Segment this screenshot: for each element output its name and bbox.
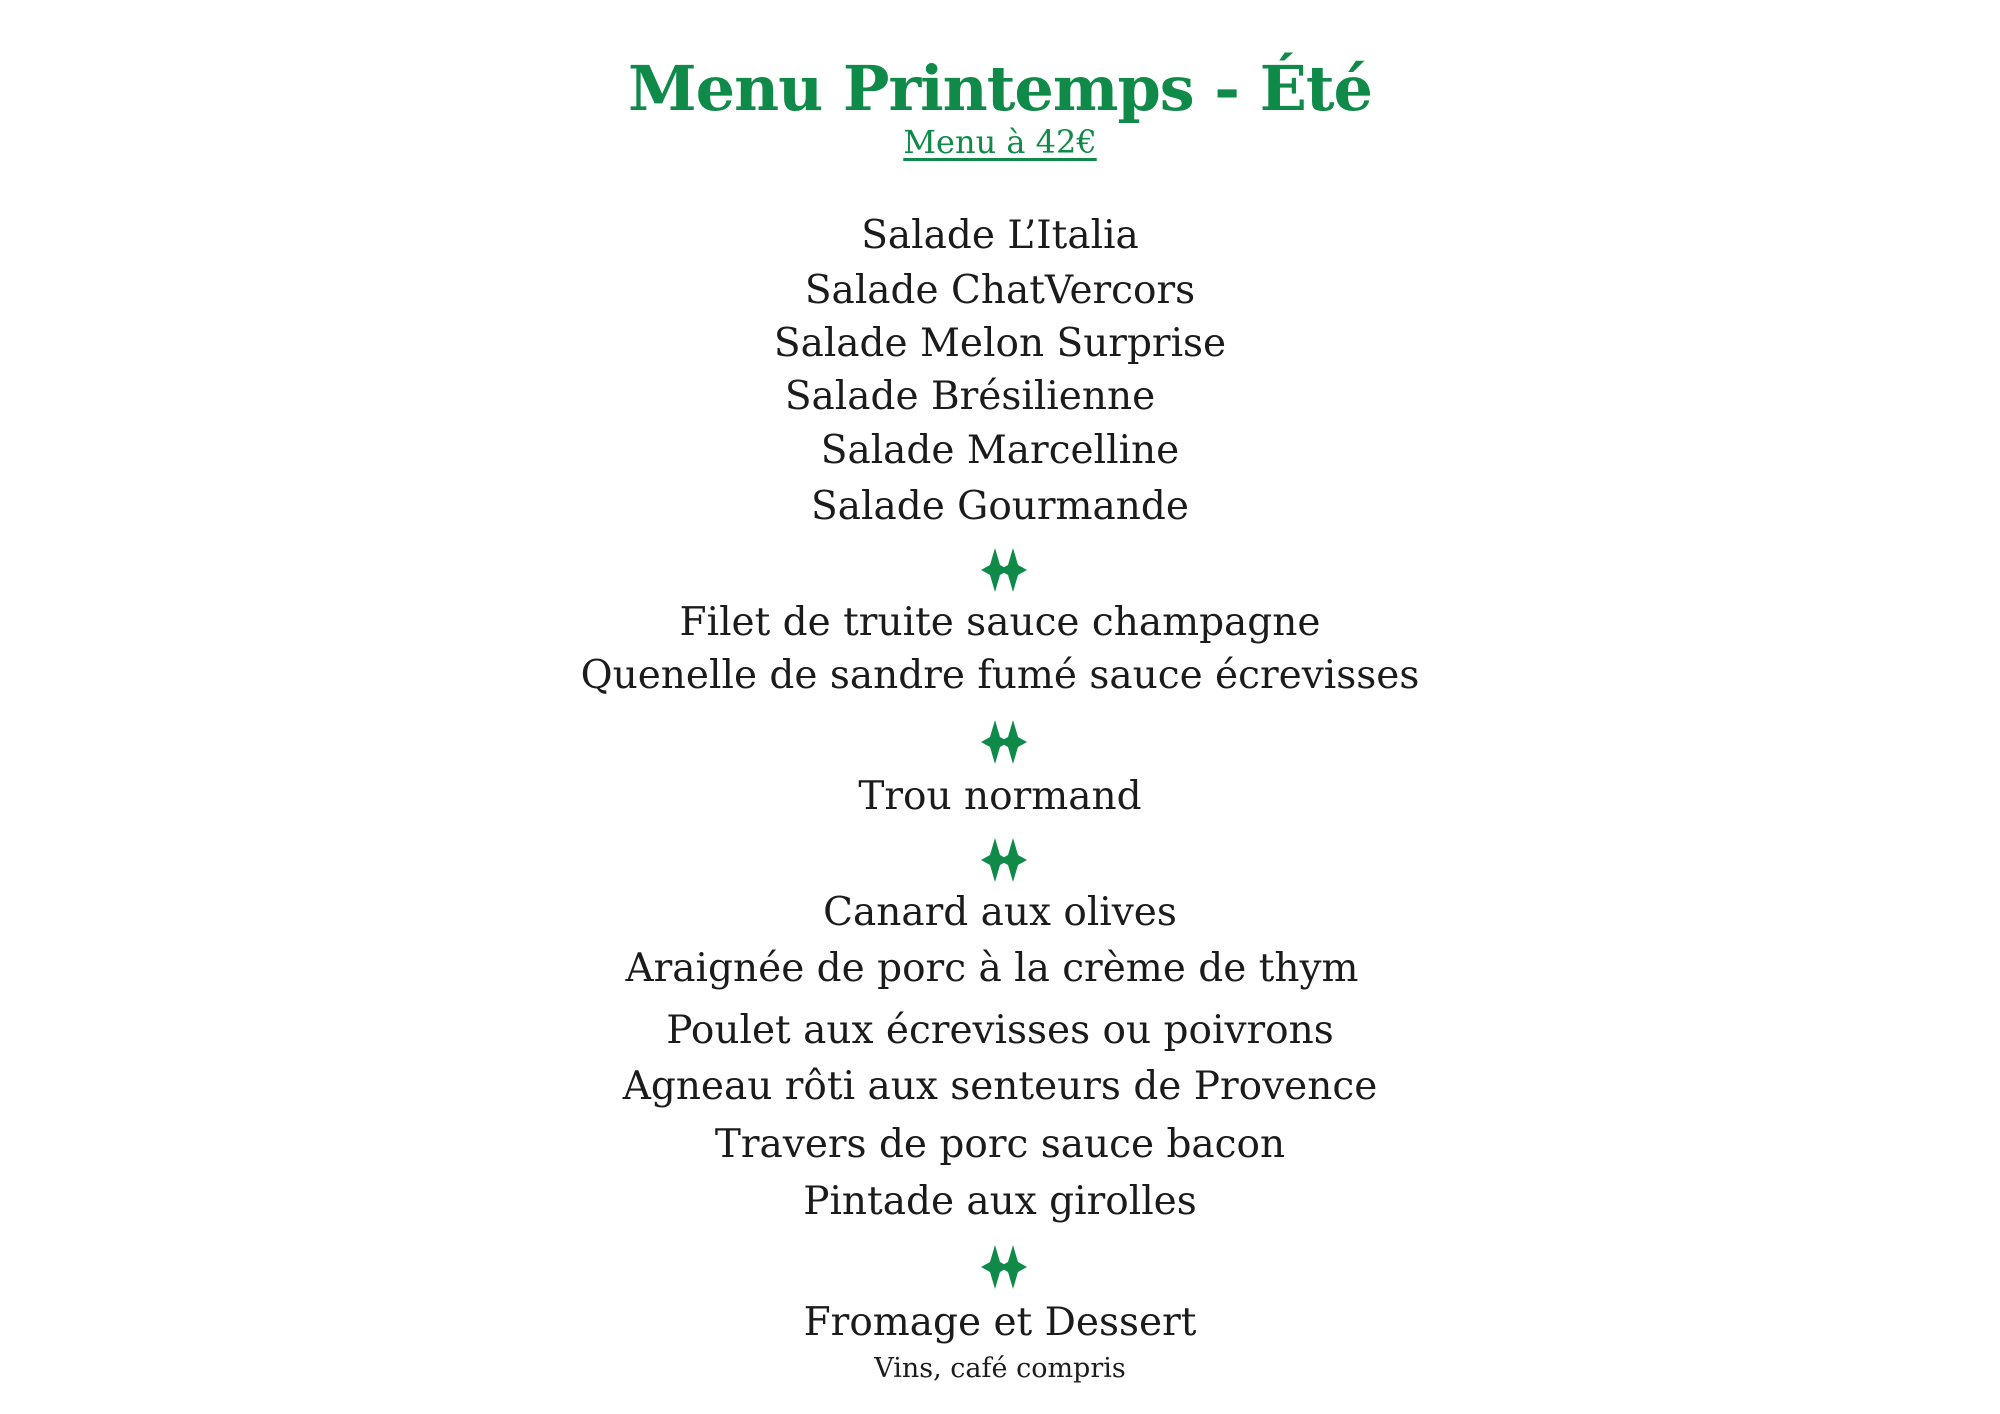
four-point-star-pair-icon bbox=[981, 838, 1027, 882]
fish-item: Quenelle de sandre fumé sauce écrevisses bbox=[580, 653, 1420, 698]
menu-title: Menu Printemps - Été bbox=[628, 52, 1372, 125]
entree-item: Salade Marcelline bbox=[820, 428, 1180, 473]
entree-item: Salade ChatVercors bbox=[804, 268, 1196, 313]
menu-price-subtitle: Menu à 42€ bbox=[903, 123, 1097, 161]
intermission-item: Trou normand bbox=[858, 774, 1142, 819]
four-point-star-pair-icon bbox=[981, 1245, 1027, 1289]
main-item: Poulet aux écrevisses ou poivrons bbox=[666, 1008, 1334, 1053]
main-item: Araignée de porc à la crème de thym bbox=[625, 946, 1359, 991]
included-note: Vins, café compris bbox=[874, 1353, 1126, 1384]
entree-item: Salade Melon Surprise bbox=[773, 321, 1227, 366]
four-point-star-pair-icon bbox=[981, 548, 1027, 592]
entree-item: Salade Gourmande bbox=[811, 484, 1189, 529]
main-item: Canard aux olives bbox=[823, 890, 1177, 935]
main-item: Agneau rôti aux senteurs de Provence bbox=[622, 1064, 1378, 1109]
entree-item: Salade L’Italia bbox=[861, 213, 1139, 258]
main-item: Travers de porc sauce bacon bbox=[714, 1122, 1286, 1167]
entree-item: Salade Brésilienne bbox=[784, 374, 1156, 419]
main-item: Pintade aux girolles bbox=[803, 1179, 1197, 1224]
dessert-item: Fromage et Dessert bbox=[803, 1300, 1197, 1345]
fish-item: Filet de truite sauce champagne bbox=[679, 600, 1321, 645]
four-point-star-pair-icon bbox=[981, 720, 1027, 764]
